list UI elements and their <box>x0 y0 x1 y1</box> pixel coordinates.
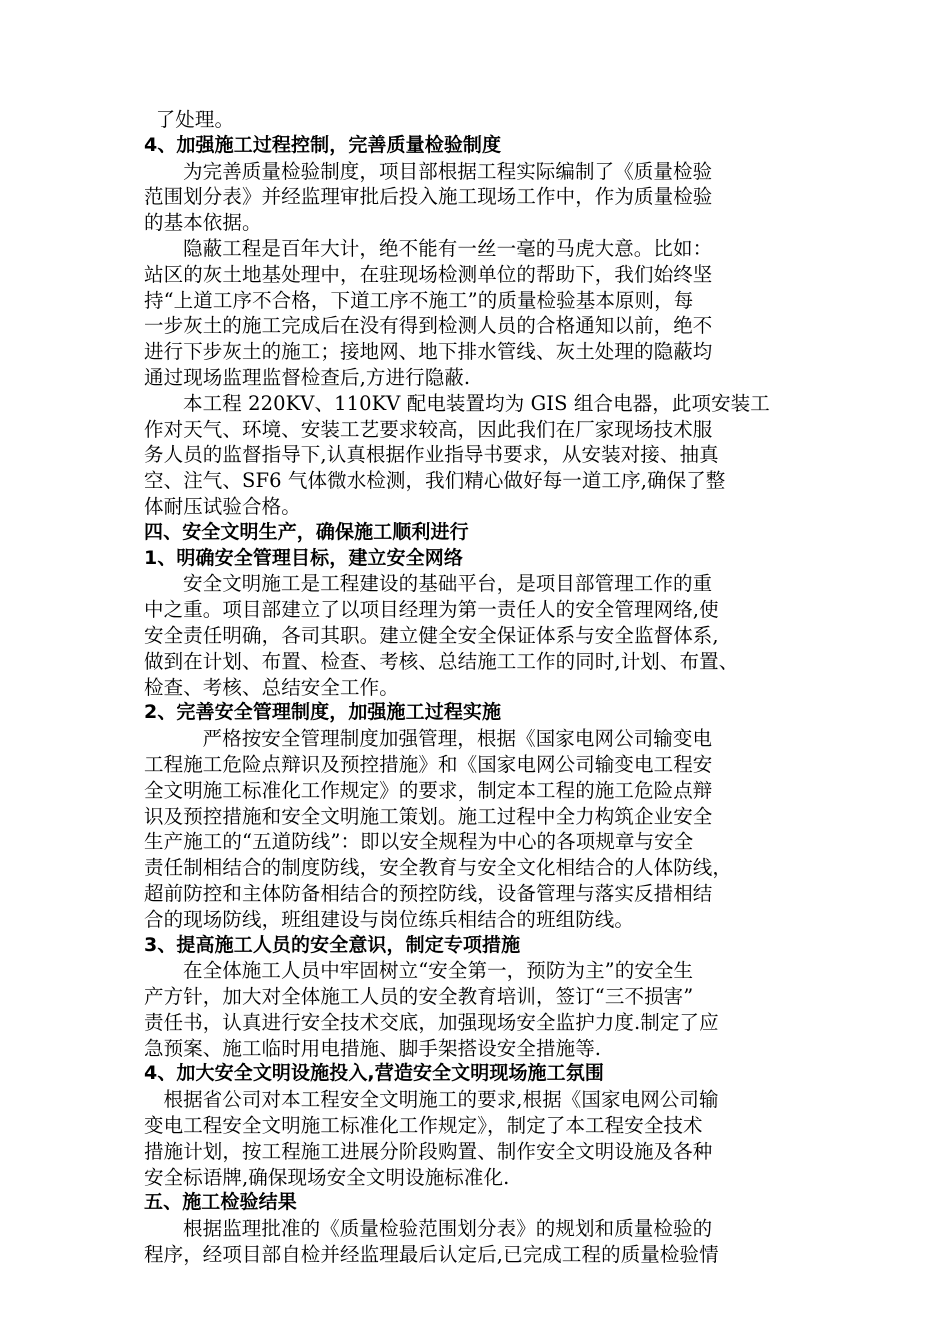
section-heading: 4、加大安全文明设施投入,营造安全文明现场施工氛围 <box>144 1062 604 1085</box>
paragraph-line: 体耐压试验合格。 <box>144 494 301 518</box>
section-heading: 1、明确安全管理目标，建立安全网络 <box>144 546 463 569</box>
section-heading: 4、加强施工过程控制，完善质量检验制度 <box>144 133 502 156</box>
paragraph-line: 为完善质量检验制度，项目部根据工程实际编制了《质量检验 <box>183 159 713 183</box>
paragraph-line: 空、注气、SF6 气体微水检测，我们精心做好每一道工序,确保了整 <box>144 469 726 493</box>
section-heading: 五、施工检验结果 <box>144 1191 297 1214</box>
section-heading: 四、安全文明生产，确保施工顺利进行 <box>144 520 469 543</box>
paragraph-line: 安全责任明确，各司其职。建立健全安全保证体系与安全监督体系, <box>144 623 719 647</box>
paragraph-line: 全文明施工标准化工作规定》的要求，制定本工程的施工危险点辩 <box>144 778 713 802</box>
paragraph-line: 工程施工危险点辩识及预控措施》和《国家电网公司输变电工程安 <box>144 752 713 776</box>
paragraph-line: 持“上道工序不合格，下道工序不施工”的质量检验基本原则，每 <box>144 288 694 312</box>
paragraph-line: 责任制相结合的制度防线，安全教育与安全文化相结合的人体防线， <box>144 856 733 880</box>
paragraph-line: 合的现场防线，班组建设与岗位练兵相结合的班组防线。 <box>144 907 635 931</box>
document-body <box>144 107 824 1268</box>
paragraph-line: 范围划分表》并经监理审批后投入施工现场工作中，作为质量检验 <box>144 185 713 209</box>
paragraph-line: 在全体施工人员中牢固树立“安全第一，预防为主”的安全生 <box>183 959 694 983</box>
paragraph-line: 进行下步灰土的施工；接地网、地下排水管线、灰土处理的隐蔽均 <box>144 340 713 364</box>
paragraph-line: 的基本依据。 <box>144 211 262 235</box>
paragraph-line: 急预案、施工临时用电措施、脚手架搭设安全措施等. <box>144 1036 602 1060</box>
section-heading: 3、提高施工人员的安全意识，制定专项措施 <box>144 933 521 956</box>
paragraph-line: 安全文明施工是工程建设的基础平台，是项目部管理工作的重 <box>183 572 713 596</box>
section-heading: 2、完善安全管理制度，加强施工过程实施 <box>144 701 502 724</box>
paragraph-line: 超前防控和主体防备相结合的预控防线，设备管理与落实反措相结 <box>144 881 713 905</box>
paragraph-line: 隐蔽工程是百年大计，绝不能有一丝一毫的马虎大意。比如： <box>183 236 713 260</box>
paragraph-line: 程序，经项目部自检并经监理最后认定后,已完成工程的质量检验情 <box>144 1243 719 1267</box>
paragraph-line: 生产施工的“五道防线”：即以安全规程为中心的各项规章与安全 <box>144 830 694 854</box>
paragraph-line: 了处理。 <box>155 108 235 131</box>
paragraph-line: 安全标语牌,确保现场安全文明设施标准化. <box>144 1165 510 1189</box>
paragraph-line: 做到在计划、布置、检查、考核、总结施工工作的同时,计划、布置、 <box>144 649 739 673</box>
paragraph-line: 中之重。项目部建立了以项目经理为第一责任人的安全管理网络,使 <box>144 598 719 622</box>
paragraph-line: 根据省公司对本工程安全文明施工的要求,根据《国家电网公司输 <box>163 1088 719 1112</box>
paragraph-line: 根据监理批准的《质量检验范围划分表》的规划和质量检验的 <box>183 1217 713 1241</box>
paragraph-line: 通过现场监理监督检查后,方进行隐蔽. <box>144 365 471 389</box>
paragraph-line: 变电工程安全文明施工标准化工作规定》，制定了本工程安全技术 <box>144 1114 703 1138</box>
paragraph-line: 产方针，加大对全体施工人员的安全教育培训，签订“三不损害” <box>144 985 694 1009</box>
paragraph-line: 检查、考核、总结安全工作。 <box>144 675 399 699</box>
paragraph-line: 严格按安全管理制度加强管理，根据《国家电网公司输变电 <box>202 727 713 751</box>
paragraph-line: 作对天气、环境、安装工艺要求较高，因此我们在厂家现场技术服 <box>144 417 713 441</box>
paragraph-line: 措施计划，按工程施工进展分阶段购置、制作安全文明设施及各种 <box>144 1139 713 1163</box>
paragraph-line: 责任书，认真进行安全技术交底，加强现场安全监护力度.制定了应 <box>144 1010 719 1034</box>
paragraph-line: 本工程 220KV、110KV 配电装置均为 GIS 组合电器，此项安装工 <box>183 391 770 415</box>
paragraph-line: 识及预控措施和安全文明施工策划。施工过程中全力构筑企业安全 <box>144 804 713 828</box>
paragraph-line: 一步灰土的施工完成后在没有得到检测人员的合格通知以前，绝不 <box>144 314 713 338</box>
paragraph-line: 站区的灰土地基处理中，在驻现场检测单位的帮助下，我们始终坚 <box>144 262 713 286</box>
paragraph-line: 务人员的监督指导下,认真根据作业指导书要求，从安装对接、抽真 <box>144 443 719 467</box>
